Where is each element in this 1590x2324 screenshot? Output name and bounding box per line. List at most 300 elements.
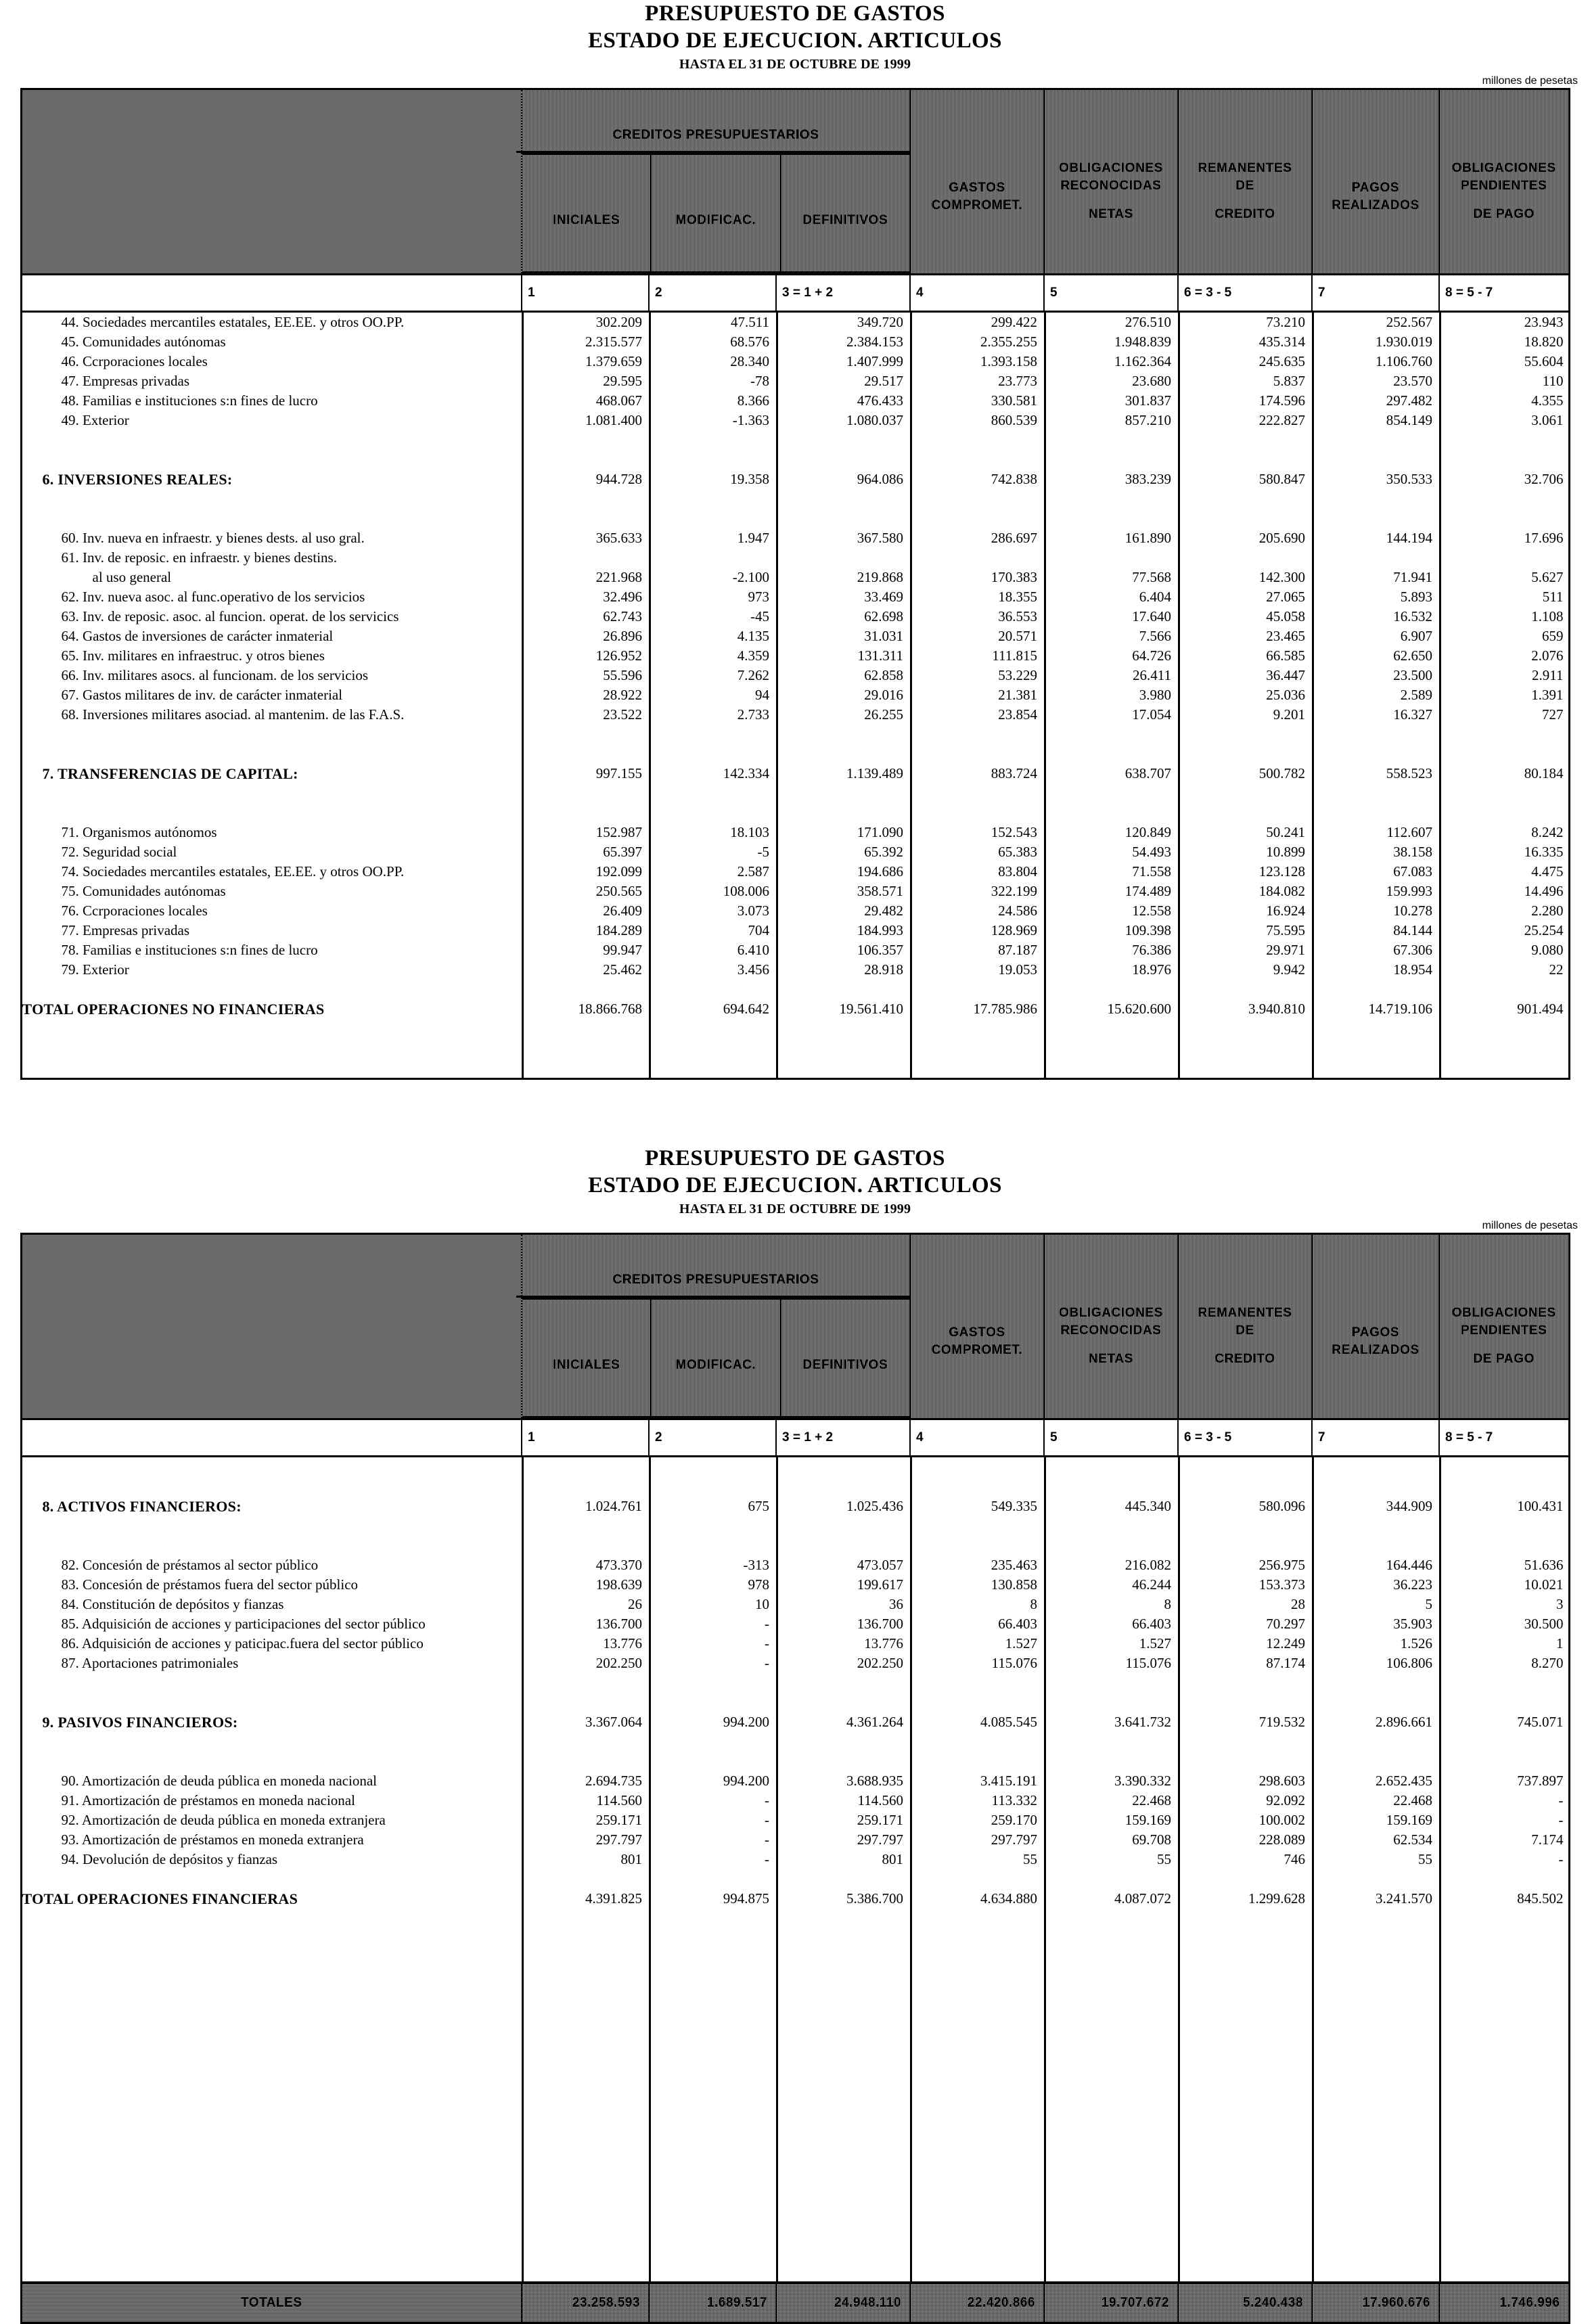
spacer-cell bbox=[523, 489, 650, 509]
row-value: 153.373 bbox=[1179, 1575, 1313, 1595]
row-value: 144.194 bbox=[1313, 528, 1440, 548]
header2-col-remanentes-credito bbox=[1178, 1234, 1312, 1419]
table-row bbox=[22, 371, 1570, 391]
table-column-codes-row-1 bbox=[21, 275, 1569, 312]
spacer-cell bbox=[22, 2242, 523, 2262]
row-value bbox=[911, 548, 1045, 568]
spacer-cell bbox=[1179, 744, 1313, 764]
table-row bbox=[22, 646, 1570, 666]
spacer-cell bbox=[22, 1477, 523, 1497]
row-value: 297.797 bbox=[523, 1830, 650, 1850]
spacer-cell bbox=[523, 430, 650, 450]
row-value: 99.947 bbox=[523, 940, 650, 960]
row-value: 115.076 bbox=[911, 1654, 1045, 1673]
spacer-cell bbox=[1313, 1457, 1440, 1477]
row-value: 65.383 bbox=[911, 842, 1045, 862]
row-value: 4.085.545 bbox=[911, 1712, 1045, 1732]
spacer-cell bbox=[1179, 2046, 1313, 2066]
spacer-cell bbox=[777, 725, 911, 744]
row-value: 8 bbox=[911, 1595, 1045, 1614]
execution-table-2 bbox=[20, 1233, 1570, 2324]
row-value: 29.016 bbox=[777, 685, 911, 705]
spacer-cell bbox=[1045, 489, 1179, 509]
spacer-cell bbox=[1313, 2105, 1440, 2124]
spacer-cell bbox=[1313, 980, 1440, 999]
row-value: 5.837 bbox=[1179, 371, 1313, 391]
table-body-1 bbox=[21, 312, 1569, 1079]
spacer-cell bbox=[1440, 2223, 1570, 2242]
spacer-cell bbox=[22, 1058, 523, 1078]
spacer-cell bbox=[911, 2085, 1045, 2105]
report-title2-line2: ESTADO DE EJECUCION. ARTICULOS bbox=[588, 1173, 1002, 1198]
spacer-row bbox=[22, 2223, 1570, 2242]
table-header-row-2 bbox=[21, 1234, 1569, 1419]
row-value: -313 bbox=[650, 1555, 777, 1575]
spacer-row bbox=[22, 1019, 1570, 1039]
table-column-codes-row-2 bbox=[21, 1419, 1569, 1457]
row-value: 435.314 bbox=[1179, 332, 1313, 352]
row-value: 978 bbox=[650, 1575, 777, 1595]
spacer-cell bbox=[523, 744, 650, 764]
row-value: - bbox=[650, 1810, 777, 1830]
spacer-cell bbox=[1313, 1516, 1440, 1536]
row-value: 70.297 bbox=[1179, 1614, 1313, 1634]
spacer-cell bbox=[911, 2066, 1045, 2085]
spacer-cell bbox=[777, 1477, 911, 1497]
spacer-cell bbox=[911, 2262, 1045, 2281]
spacer-cell bbox=[911, 2203, 1045, 2223]
spacer-cell bbox=[1440, 1058, 1570, 1078]
row-value: -5 bbox=[650, 842, 777, 862]
spacer-cell bbox=[911, 1987, 1045, 2007]
row-value: -1.363 bbox=[650, 411, 777, 430]
header-col-obligaciones-pendientes bbox=[1439, 89, 1569, 275]
row-value: 21.381 bbox=[911, 685, 1045, 705]
row-value: - bbox=[650, 1634, 777, 1654]
row-value: 4.391.825 bbox=[523, 1889, 650, 1909]
spacer-cell bbox=[22, 2026, 523, 2046]
spacer-cell bbox=[1045, 2046, 1179, 2066]
spacer-cell bbox=[22, 1948, 523, 1967]
row-value: 468.067 bbox=[523, 391, 650, 411]
row-value: - bbox=[650, 1654, 777, 1673]
spacer-cell bbox=[1179, 2085, 1313, 2105]
row-value: 202.250 bbox=[523, 1654, 650, 1673]
row-value: 114.560 bbox=[777, 1791, 911, 1810]
spacer-cell bbox=[911, 1928, 1045, 1948]
row-value: 476.433 bbox=[777, 391, 911, 411]
row-value bbox=[1313, 548, 1440, 568]
row-value: 994.200 bbox=[650, 1712, 777, 1732]
row-value: 222.827 bbox=[1179, 411, 1313, 430]
spacer-cell bbox=[1313, 803, 1440, 823]
spacer-cell bbox=[22, 1673, 523, 1693]
header-col-obligaciones-reconocidas bbox=[1044, 89, 1178, 275]
spacer-cell bbox=[911, 1457, 1045, 1477]
row-label: al uso general bbox=[92, 569, 172, 585]
spacer-cell bbox=[777, 1516, 911, 1536]
spacer-cell bbox=[1440, 450, 1570, 470]
spacer-row bbox=[22, 744, 1570, 764]
spacer-cell bbox=[1313, 1732, 1440, 1752]
spacer-cell bbox=[22, 2223, 523, 2242]
spacer-cell bbox=[911, 1732, 1045, 1752]
row-value: 15.620.600 bbox=[1045, 999, 1179, 1019]
row-value: 18.976 bbox=[1045, 960, 1179, 980]
row-label: 60. Inv. nueva en infraestr. y bienes dests. al uso gral. bbox=[61, 530, 365, 546]
row-value: 3.940.810 bbox=[1179, 999, 1313, 1019]
spacer-cell bbox=[1045, 450, 1179, 470]
row-value: - bbox=[650, 1791, 777, 1810]
row-value: 198.639 bbox=[523, 1575, 650, 1595]
spacer-cell bbox=[650, 1967, 777, 1987]
row-value: 13.776 bbox=[777, 1634, 911, 1654]
spacer-cell bbox=[1179, 489, 1313, 509]
header-col-modificac: MODIFICAC. bbox=[651, 154, 780, 273]
spacer-cell bbox=[650, 2007, 777, 2026]
spacer-cell bbox=[22, 1967, 523, 1987]
row-value: 854.149 bbox=[1313, 411, 1440, 430]
report-title-line1: PRESUPUESTO DE GASTOS bbox=[645, 1, 945, 26]
spacer-cell bbox=[1440, 2242, 1570, 2262]
row-label: 65. Inv. militares en infraestruc. y otros bienes bbox=[61, 647, 325, 664]
row-value: 26.896 bbox=[523, 626, 650, 646]
row-value: 9.080 bbox=[1440, 940, 1570, 960]
table-row bbox=[22, 842, 1570, 862]
row-label: 45. Comunidades autónomas bbox=[61, 334, 226, 350]
row-value: 445.340 bbox=[1045, 1497, 1179, 1516]
spacer-cell bbox=[22, 489, 523, 509]
row-value: - bbox=[1440, 1810, 1570, 1830]
spacer-cell bbox=[1045, 1752, 1179, 1771]
row-value: 3 bbox=[1440, 1595, 1570, 1614]
row-value: 62.650 bbox=[1313, 646, 1440, 666]
spacer-cell bbox=[1045, 1673, 1179, 1693]
grand-total-6: 5.240.438 bbox=[1178, 2283, 1312, 2323]
spacer-cell bbox=[1440, 2105, 1570, 2124]
spacer-cell bbox=[1045, 2066, 1179, 2085]
row-value: 2.896.661 bbox=[1313, 1712, 1440, 1732]
spacer-row bbox=[22, 1039, 1570, 1058]
row-label: 63. Inv. de reposic. asoc. al funcion. operat. de los servicics bbox=[61, 608, 399, 624]
row-value: 298.603 bbox=[1179, 1771, 1313, 1791]
spacer-cell bbox=[1313, 1752, 1440, 1771]
table-row bbox=[22, 470, 1570, 489]
row-value: 106.357 bbox=[777, 940, 911, 960]
spacer-cell bbox=[650, 2203, 777, 2223]
row-value: 23.943 bbox=[1440, 313, 1570, 332]
header-oblrec-line3: NETAS bbox=[1089, 206, 1133, 221]
row-value: 28.340 bbox=[650, 352, 777, 371]
row-value: 51.636 bbox=[1440, 1555, 1570, 1575]
row-value: 126.952 bbox=[523, 646, 650, 666]
header-rem-line1: REMANENTES bbox=[1198, 160, 1292, 175]
spacer-row bbox=[22, 1693, 1570, 1712]
grand-total-1: 23.258.593 bbox=[522, 2283, 649, 2323]
spacer-cell bbox=[22, 2085, 523, 2105]
grand-total-5: 19.707.672 bbox=[1044, 2283, 1178, 2323]
spacer-cell bbox=[777, 2144, 911, 2164]
spacer-cell bbox=[523, 2242, 650, 2262]
spacer-cell bbox=[777, 2183, 911, 2203]
spacer-cell bbox=[1179, 1909, 1313, 1928]
spacer-cell bbox=[1313, 2164, 1440, 2183]
row-value: 297.797 bbox=[777, 1830, 911, 1850]
row-value: 136.700 bbox=[523, 1614, 650, 1634]
table-row bbox=[22, 1575, 1570, 1595]
row-label: 64. Gastos de inversiones de carácter inmaterial bbox=[61, 628, 334, 644]
spacer-cell bbox=[1179, 1869, 1313, 1889]
row-label: 67. Gastos militares de inv. de carácter inmaterial bbox=[61, 687, 343, 703]
spacer-cell bbox=[523, 2124, 650, 2144]
row-value: 25.254 bbox=[1440, 921, 1570, 940]
row-value: 7.174 bbox=[1440, 1830, 1570, 1850]
spacer-cell bbox=[22, 2046, 523, 2066]
spacer-cell bbox=[1045, 430, 1179, 450]
spacer-row bbox=[22, 450, 1570, 470]
spacer-cell bbox=[22, 803, 523, 823]
spacer-cell bbox=[777, 430, 911, 450]
report-title-block-1 bbox=[0, 0, 1590, 74]
row-value: 164.446 bbox=[1313, 1555, 1440, 1575]
spacer-cell bbox=[777, 1987, 911, 2007]
row-value: 2.384.153 bbox=[777, 332, 911, 352]
row-value: 350.533 bbox=[1313, 470, 1440, 489]
row-value: 845.502 bbox=[1440, 1889, 1570, 1909]
row-value: 2.911 bbox=[1440, 666, 1570, 685]
spacer-cell bbox=[777, 1928, 911, 1948]
spacer-cell bbox=[1313, 1019, 1440, 1039]
spacer-cell bbox=[1179, 1693, 1313, 1712]
spacer-cell bbox=[911, 1948, 1045, 1967]
row-label: 76. Ccrporaciones locales bbox=[61, 903, 208, 919]
row-total-label: TOTAL OPERACIONES NO FINANCIERAS bbox=[22, 1001, 325, 1018]
spacer-cell bbox=[1045, 1019, 1179, 1039]
row-value: 8 bbox=[1045, 1595, 1179, 1614]
spacer-cell bbox=[1179, 2203, 1313, 2223]
row-value: 1.391 bbox=[1440, 685, 1570, 705]
spacer-cell bbox=[777, 2203, 911, 2223]
row-value: 22.468 bbox=[1045, 1791, 1179, 1810]
row-value: 3.688.935 bbox=[777, 1771, 911, 1791]
row-value: 94 bbox=[650, 685, 777, 705]
spacer-cell bbox=[1179, 1732, 1313, 1752]
spacer-cell bbox=[22, 1536, 523, 1555]
row-value: 297.797 bbox=[911, 1830, 1045, 1850]
spacer-cell bbox=[22, 2144, 523, 2164]
row-value: 737.897 bbox=[1440, 1771, 1570, 1791]
row-value: 77.568 bbox=[1045, 568, 1179, 587]
table-row bbox=[22, 901, 1570, 921]
spacer-cell bbox=[777, 744, 911, 764]
spacer-cell bbox=[650, 1673, 777, 1693]
spacer-cell bbox=[1313, 1039, 1440, 1058]
row-total-label: TOTAL OPERACIONES FINANCIERAS bbox=[22, 1890, 298, 1907]
header-group-credits bbox=[522, 89, 910, 275]
spacer-row bbox=[22, 430, 1570, 450]
spacer-cell bbox=[1313, 2124, 1440, 2144]
spacer-cell bbox=[650, 803, 777, 823]
grand-totals-label: TOTALES bbox=[21, 2283, 522, 2323]
spacer-row bbox=[22, 803, 1570, 823]
header2-rem-line2: DE bbox=[1235, 1323, 1254, 1338]
header2-col-obligaciones-pendientes bbox=[1439, 1234, 1569, 1419]
grand-total-4: 22.420.866 bbox=[910, 2283, 1044, 2323]
table-row bbox=[22, 1830, 1570, 1850]
table-row bbox=[22, 764, 1570, 783]
row-label: 92. Amortización de deuda pública en moneda extranjera bbox=[61, 1812, 386, 1828]
spacer-cell bbox=[911, 430, 1045, 450]
code2-col-4: 4 bbox=[910, 1419, 1044, 1457]
spacer-cell bbox=[650, 1457, 777, 1477]
row-value bbox=[650, 548, 777, 568]
row-value: 18.355 bbox=[911, 587, 1045, 607]
spacer-cell bbox=[1045, 1732, 1179, 1752]
spacer-cell bbox=[1045, 2007, 1179, 2026]
row-value bbox=[777, 548, 911, 568]
row-value: - bbox=[650, 1830, 777, 1850]
row-value: 35.903 bbox=[1313, 1614, 1440, 1634]
spacer-cell bbox=[22, 2066, 523, 2085]
row-value: 62.743 bbox=[523, 607, 650, 626]
row-value: 23.854 bbox=[911, 705, 1045, 725]
row-value: 55.604 bbox=[1440, 352, 1570, 371]
row-value: 1.139.489 bbox=[777, 764, 911, 783]
spacer-row bbox=[22, 489, 1570, 509]
row-value: -78 bbox=[650, 371, 777, 391]
row-value: 28.922 bbox=[523, 685, 650, 705]
spacer-cell bbox=[911, 2026, 1045, 2046]
spacer-cell bbox=[1313, 509, 1440, 528]
row-value: 20.571 bbox=[911, 626, 1045, 646]
spacer-cell bbox=[1313, 1058, 1440, 1078]
table-row bbox=[22, 666, 1570, 685]
row-value: 2.280 bbox=[1440, 901, 1570, 921]
header-oblpen-line3: DE PAGO bbox=[1473, 206, 1535, 221]
spacer-cell bbox=[1045, 2164, 1179, 2183]
spacer-cell bbox=[1440, 1752, 1570, 1771]
header-oblrec-line1: OBLIGACIONES bbox=[1059, 160, 1163, 175]
spacer-cell bbox=[777, 450, 911, 470]
spacer-row bbox=[22, 1516, 1570, 1536]
spacer-cell bbox=[911, 1019, 1045, 1039]
row-value: 1.081.400 bbox=[523, 411, 650, 430]
spacer-row bbox=[22, 1909, 1570, 1928]
spacer-cell bbox=[523, 2203, 650, 2223]
row-value: 36.553 bbox=[911, 607, 1045, 626]
spacer-cell bbox=[1440, 2164, 1570, 2183]
row-group-label: 8. ACTIVOS FINANCIEROS: bbox=[42, 1498, 242, 1515]
spacer-cell bbox=[1045, 1948, 1179, 1967]
spacer-cell bbox=[650, 1477, 777, 1497]
report-title2-line1: PRESUPUESTO DE GASTOS bbox=[645, 1146, 945, 1170]
row-value: 8.366 bbox=[650, 391, 777, 411]
spacer-cell bbox=[1045, 1457, 1179, 1477]
spacer-cell bbox=[777, 1058, 911, 1078]
row-value: 136.700 bbox=[777, 1614, 911, 1634]
row-value: 54.493 bbox=[1045, 842, 1179, 862]
spacer-cell bbox=[1045, 1869, 1179, 1889]
row-value: 114.560 bbox=[523, 1791, 650, 1810]
row-value: 26.411 bbox=[1045, 666, 1179, 685]
row-value bbox=[1179, 548, 1313, 568]
spacer-cell bbox=[1179, 1673, 1313, 1693]
code-col-8: 8 = 5 - 7 bbox=[1439, 275, 1569, 312]
row-value: 16.532 bbox=[1313, 607, 1440, 626]
table-row bbox=[22, 705, 1570, 725]
row-value: 32.706 bbox=[1440, 470, 1570, 489]
spacer-row bbox=[22, 1732, 1570, 1752]
spacer-cell bbox=[22, 2203, 523, 2223]
row-value: 109.398 bbox=[1045, 921, 1179, 940]
header2-oblpen-line2: PENDIENTES bbox=[1461, 1323, 1547, 1338]
spacer-cell bbox=[650, 2164, 777, 2183]
spacer-cell bbox=[777, 2026, 911, 2046]
spacer-row bbox=[22, 1987, 1570, 2007]
table-row bbox=[22, 862, 1570, 882]
row-value: 205.690 bbox=[1179, 528, 1313, 548]
spacer-cell bbox=[523, 1869, 650, 1889]
row-value: 38.158 bbox=[1313, 842, 1440, 862]
spacer-cell bbox=[22, 1019, 523, 1039]
row-value: 55.596 bbox=[523, 666, 650, 685]
row-value: 704 bbox=[650, 921, 777, 940]
row-value: 28 bbox=[1179, 1595, 1313, 1614]
row-value: 100.002 bbox=[1179, 1810, 1313, 1830]
row-value: 84.144 bbox=[1313, 921, 1440, 940]
spacer-cell bbox=[523, 2164, 650, 2183]
row-value: 994.875 bbox=[650, 1889, 777, 1909]
spacer-cell bbox=[911, 803, 1045, 823]
row-value: 301.837 bbox=[1045, 391, 1179, 411]
row-value: 3.241.570 bbox=[1313, 1889, 1440, 1909]
spacer-cell bbox=[777, 1909, 911, 1928]
row-value: 108.006 bbox=[650, 882, 777, 901]
spacer-cell bbox=[911, 489, 1045, 509]
header-col-pagos-realizados bbox=[1312, 89, 1439, 275]
grand-totals-row bbox=[21, 2283, 1569, 2323]
spacer-cell bbox=[777, 783, 911, 803]
row-value: 3.390.332 bbox=[1045, 1771, 1179, 1791]
spacer-cell bbox=[22, 1752, 523, 1771]
spacer-row bbox=[22, 2007, 1570, 2026]
spacer-cell bbox=[523, 1516, 650, 1536]
spacer-cell bbox=[777, 509, 911, 528]
row-value: 24.586 bbox=[911, 901, 1045, 921]
row-value: 252.567 bbox=[1313, 313, 1440, 332]
row-value: 14.496 bbox=[1440, 882, 1570, 901]
row-value: 31.031 bbox=[777, 626, 911, 646]
header-oblpen-line2: PENDIENTES bbox=[1461, 178, 1547, 193]
spacer-cell bbox=[22, 1516, 523, 1536]
spacer-cell bbox=[1179, 509, 1313, 528]
spacer-cell bbox=[22, 1457, 523, 1477]
spacer-cell bbox=[650, 980, 777, 999]
spacer-cell bbox=[523, 2026, 650, 2046]
row-value: 170.383 bbox=[911, 568, 1045, 587]
spacer-row bbox=[22, 2203, 1570, 2223]
row-label: 79. Exterior bbox=[61, 961, 129, 978]
row-value: 29.971 bbox=[1179, 940, 1313, 960]
spacer-row bbox=[22, 1058, 1570, 1078]
row-value: 330.581 bbox=[911, 391, 1045, 411]
spacer-cell bbox=[1313, 1477, 1440, 1497]
spacer-cell bbox=[1440, 744, 1570, 764]
row-value: 5.627 bbox=[1440, 568, 1570, 587]
spacer-cell bbox=[523, 1752, 650, 1771]
spacer-cell bbox=[523, 1457, 650, 1477]
spacer-cell bbox=[523, 1477, 650, 1497]
